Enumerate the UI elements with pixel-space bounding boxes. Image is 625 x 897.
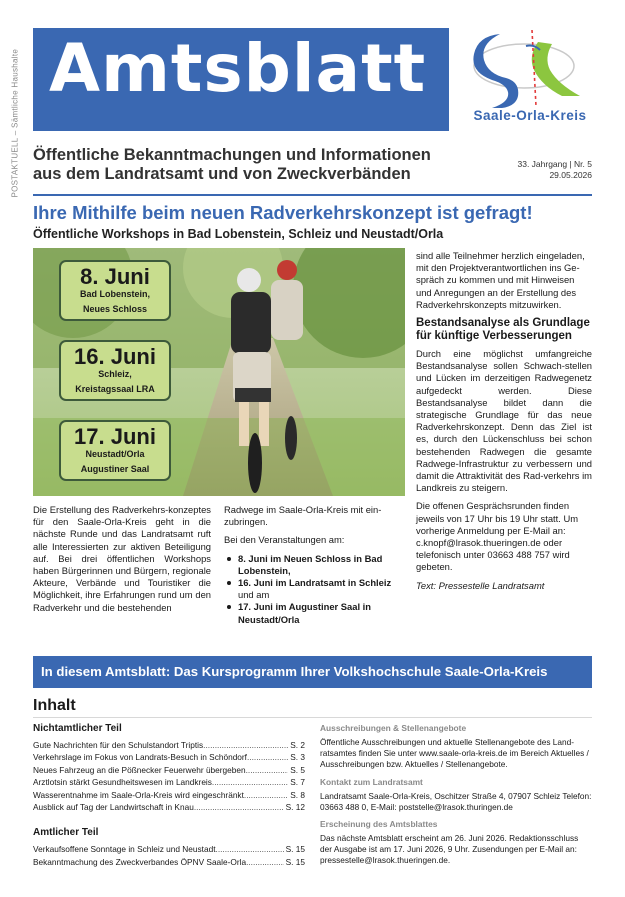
publication-subtitle: Öffentliche Bekanntmachungen und Informationen aus dem Landratsamt und von Zweckverbänden xyxy=(33,146,431,183)
toc-list xyxy=(33,723,305,868)
header-divider xyxy=(33,194,592,196)
toc-divider xyxy=(33,717,592,718)
toc-entry[interactable]: Gute Nachrichten für den Schulstandort Triptis ..... S. 2 xyxy=(33,739,305,751)
toc-section-heading: Nichtamtlicher Teil xyxy=(33,723,122,734)
masthead-title: Amtsblatt xyxy=(49,30,427,107)
section-heading: Bestandsanalyse als Grundlage für künftige Verbesserungen xyxy=(416,317,590,343)
list-item: 17. Juni im Augustiner Saal in Neustadt/Orla xyxy=(224,601,404,625)
toc-title: Inhalt xyxy=(33,697,76,714)
info-text: Landratsamt Saale-Orla-Kreis, Oschitzer Straße 4, 07907 Schleiz Telefon: 03663 488 0, E-Mail: poststelle@lrasok.thuringen.de xyxy=(320,790,592,812)
article-headline: Ihre Mithilfe beim neuen Radverkehrskonzept ist gefragt! xyxy=(33,202,533,223)
article-column-1: Die Erstellung des Radverkehrs-konzeptes für den Saale-Orla-Kreis geht in die nächste Runde und das Landratsamt ruft alle Interessierten zur aktiven Beteiligung auf. Bei drei öffentlichen Workshops haben Bürgerinnen und Bürgern, regionale Akteure, Verbände und Touristiker die Möglichkeit, ihre Erfahrungen rund um den Radverkehr und die bestehenden xyxy=(33,504,211,613)
toc-entry[interactable]: Neues Fahrzeug an die Pößnecker Feuerwehr übergeben ..... S. 5 xyxy=(33,764,305,776)
article-column-2: Radwege im Saale-Orla-Kreis mit ein-zubringen. Bei den Veranstaltungen am: 8. Juni im Neuen Schloss in Bad Lobenstein, 16. Juni im Landratsamt in Schleiz und am 17. Juni im Augustiner Saal in Neustadt/Orla xyxy=(224,504,404,626)
workshop-badge: 16. Juni Schleiz, Kreistagssaal LRA xyxy=(59,340,171,401)
info-heading: Kontakt zum Landratsamt xyxy=(320,776,423,787)
side-label: POSTAKTUELL – Sämtliche Haushalte xyxy=(10,48,20,198)
info-panel xyxy=(320,723,592,873)
article-subheadline: Öffentliche Workshops in Bad Lobenstein, Schleiz und Neustadt/Orla xyxy=(33,227,444,241)
list-item: 16. Juni im Landratsamt in Schleiz und am xyxy=(224,577,404,601)
info-text: Das nächste Amtsblatt erscheint am 26. Juni 2026. Redaktionsschluss der Ausgabe ist am 17. Juni 2026, 9 Uhr. Zusendungen per E-Mail an: pressestelle@lrasok.thueringen.de. xyxy=(320,833,579,866)
issue-volume: 33. Jahrgang | Nr. 5 xyxy=(517,159,592,169)
masthead xyxy=(33,28,449,131)
info-heading: Ausschreibungen & Stellenangebote xyxy=(320,723,467,733)
toc-entry[interactable]: Verkaufsoffene Sonntage in Schleiz und Neustadt ..... S. 15 xyxy=(33,843,305,855)
toc-entry[interactable]: Wasserentnahme im Saale-Orla-Kreis wird eingeschränkt ..... S. 8 xyxy=(33,789,305,801)
logo-text: Saale-Orla-Kreis xyxy=(473,108,587,123)
info-text: Öffentliche Ausschreibungen und aktuelle Stellenangebote des Land-ratsamtes finden Sie unter www.saale-orla-kreis.de im Bereich Aktuelles / Ausschreibungen bzw. Aktuelles / Stellenangebote. xyxy=(320,737,589,770)
workshop-list xyxy=(224,553,404,626)
article-column-3: sind alle Teilnehmer herzlich eingeladen, mit den Projektverantwortlichen ins Ge-spräch zu kommen und mit Hinweisen und Anregungen an der Erstellung des Radverkehrskonzepts mitzuwirken. Bestandsanalyse als Grundlage für künftige Verbesserungen Durch eine möglichst umfangreiche Bestandsanalyse sollen Schwach-stellen und Lücken im derzeitigen Radwegenetz aufgedeckt werden. Diese Bestandsanalyse bildet dann die strategische Grundlage für das neue Radverkehrskonzept. Denn das Ziel ist es, durch den Lückenschluss bei schon bestehenden Radwegen die gesamte Radwege-Infrastruktur zu verbessern und damit die Attraktivität des Rad-verkehrs im Landkreis zu steigern. Die offenen Gesprächsrunden finden jeweils von 17 Uhr bis 19 Uhr statt. Um vorherige Anmeldung per E-Mail an: c.knopf@lrasok.thueringen.de oder telefonisch unter 03663 488 757 wird gebeten. Text: Pressestelle Landratsamt xyxy=(416,250,592,591)
list-item: 8. Juni im Neuen Schloss in Bad Lobenstein, xyxy=(224,553,404,577)
toc-entry[interactable]: Arztlotsin stärkt Gesundheitswesen im Landkreis ..... S. 7 xyxy=(33,776,305,788)
workshop-badge: 8. Juni Bad Lobenstein, Neues Schloss xyxy=(59,260,171,321)
info-heading: Erscheinung des Amtsblattes xyxy=(320,819,438,830)
toc-entry[interactable]: Bekanntmachung des Zweckverbandes ÖPNV Saale-Orla ..... S. 15 xyxy=(33,856,305,868)
toc-entry[interactable]: Verkehrslage im Fokus von Landrats-Besuch in Schöndorf ..... S. 3 xyxy=(33,751,305,763)
article-photo xyxy=(33,248,405,496)
toc-entry[interactable]: Ausblick auf Tag der Landwirtschaft in Knau ..... S. 12 xyxy=(33,801,305,813)
vhs-banner: In diesem Amtsblatt: Das Kursprogramm Ihrer Volkshochschule Saale-Orla-Kreis xyxy=(33,656,592,688)
issue-date: 29.05.2026 xyxy=(549,170,592,180)
toc-section-heading: Amtlicher Teil xyxy=(33,827,99,839)
article-credit: Text: Pressestelle Landratsamt xyxy=(416,579,545,591)
issue-info xyxy=(517,159,592,181)
workshop-badge: 17. Juni Neustadt/Orla Augustiner Saal xyxy=(59,420,171,481)
